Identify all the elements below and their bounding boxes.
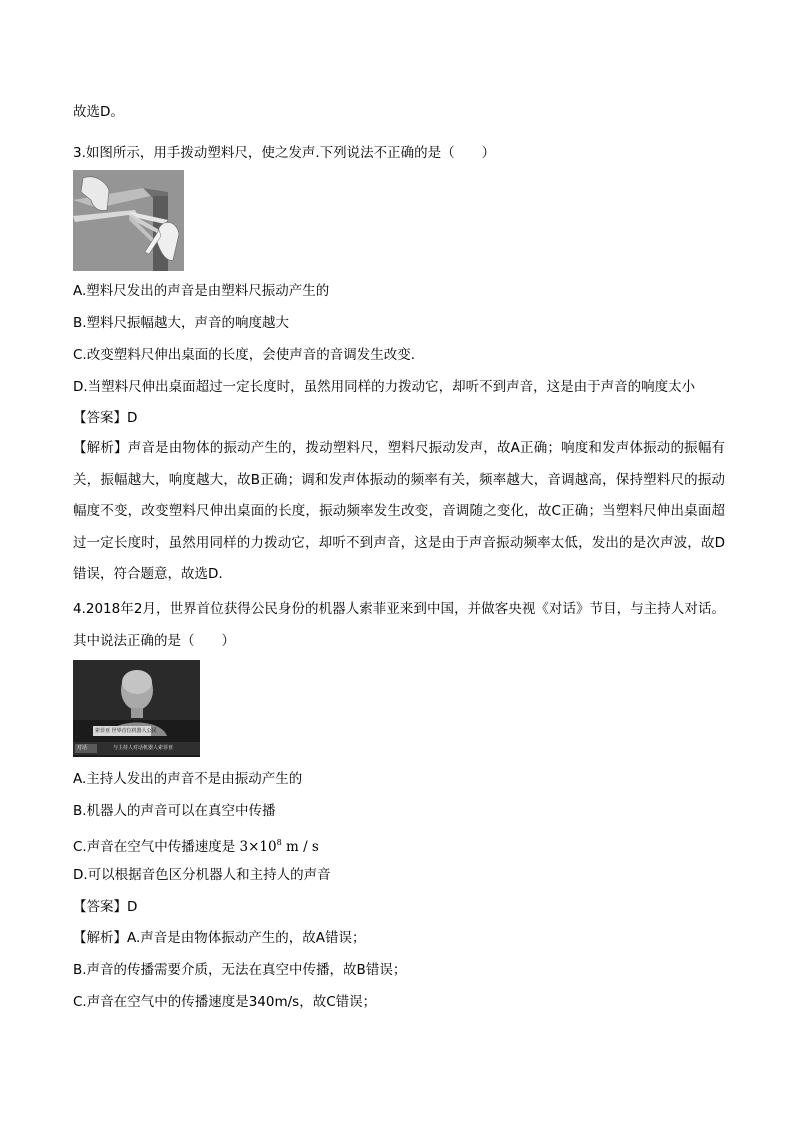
text-line: 故选D。: [73, 104, 124, 120]
answer-4: 【答案】D: [73, 899, 138, 915]
explanation-4-line1: 【解析】A.声音是由物体振动产生的，故A错误；: [73, 930, 366, 946]
option-4b: B.机器人的声音可以在真空中传播: [73, 803, 276, 819]
explanation-3: 【解析】声音是由物体的振动产生的，拨动塑料尺，塑料尺振动发声，故A正确；响度和发声体振动的振幅有关，振幅越大，响度越大，故B正确；调和发声体振动的频率有关，频率越大，音调越高，保持塑料尺的振动幅度不变，改变塑料尺伸出桌面的长度，振动频率发生改变，音调随之变化，故C正确；当塑料尺伸出桌面超过一定长度时，虽然用同样的力拨动它，却听不到声音，这是由于声音振动频率太低，发出的是次声波，故D错误，符合题意，故选D.: [73, 440, 725, 582]
speed-unit: m / s: [286, 839, 319, 855]
explanation-4-line2: B.声音的传播需要介质，无法在真空中传播，故B错误；: [73, 962, 407, 978]
caption-bottom: 与主持人对话机器人索菲亚: [113, 745, 174, 751]
option-3a: A.塑料尺发出的声音是由塑料尺振动产生的: [73, 283, 330, 299]
question-3: 3.如图所示，用手拨动塑料尺，使之发声.下列说法不正确的是（ ）: [73, 145, 496, 161]
option-4c-text: C.声音在空气中传播速度是: [73, 839, 236, 855]
answer-3: 【答案】D: [73, 410, 138, 426]
option-4a: A.主持人发出的声音不是由振动产生的: [73, 771, 303, 787]
caption-top: 索菲亚 世界首位机器人公民: [95, 728, 157, 734]
explanation-4-line3: C.声音在空气中的传播速度是340m/s，故C错误；: [73, 994, 377, 1010]
option-4d: D.可以根据音色区分机器人和主持人的声音: [73, 867, 331, 883]
caption-left: 对话: [77, 745, 88, 751]
figure-ruler-image: [73, 170, 184, 271]
speed-value: [240, 839, 282, 855]
option-3c: C.改变塑料尺伸出桌面的长度，会使声音的音调发生改变.: [73, 347, 416, 363]
speed-mantissa: 3×10: [239, 839, 277, 855]
robot-illustration: [73, 660, 200, 757]
option-3d: D.当塑料尺伸出桌面超过一定长度时，虽然用同样的力拨动它，却听不到声音，这是由于声音的响度太小: [73, 379, 696, 395]
option-3b: B.塑料尺振幅越大，声音的响度越大: [73, 315, 290, 331]
speed-exponent: 8: [276, 838, 282, 847]
figure-robot-image: [73, 660, 200, 757]
option-4c: [73, 833, 319, 857]
ruler-illustration: [73, 170, 184, 271]
question-4: 4.2018年2月，世界首位获得公民身份的机器人索菲亚来到中国，并做客央视《对话》节目，与主持人对话。其中说法正确的是（ ）: [73, 601, 725, 649]
